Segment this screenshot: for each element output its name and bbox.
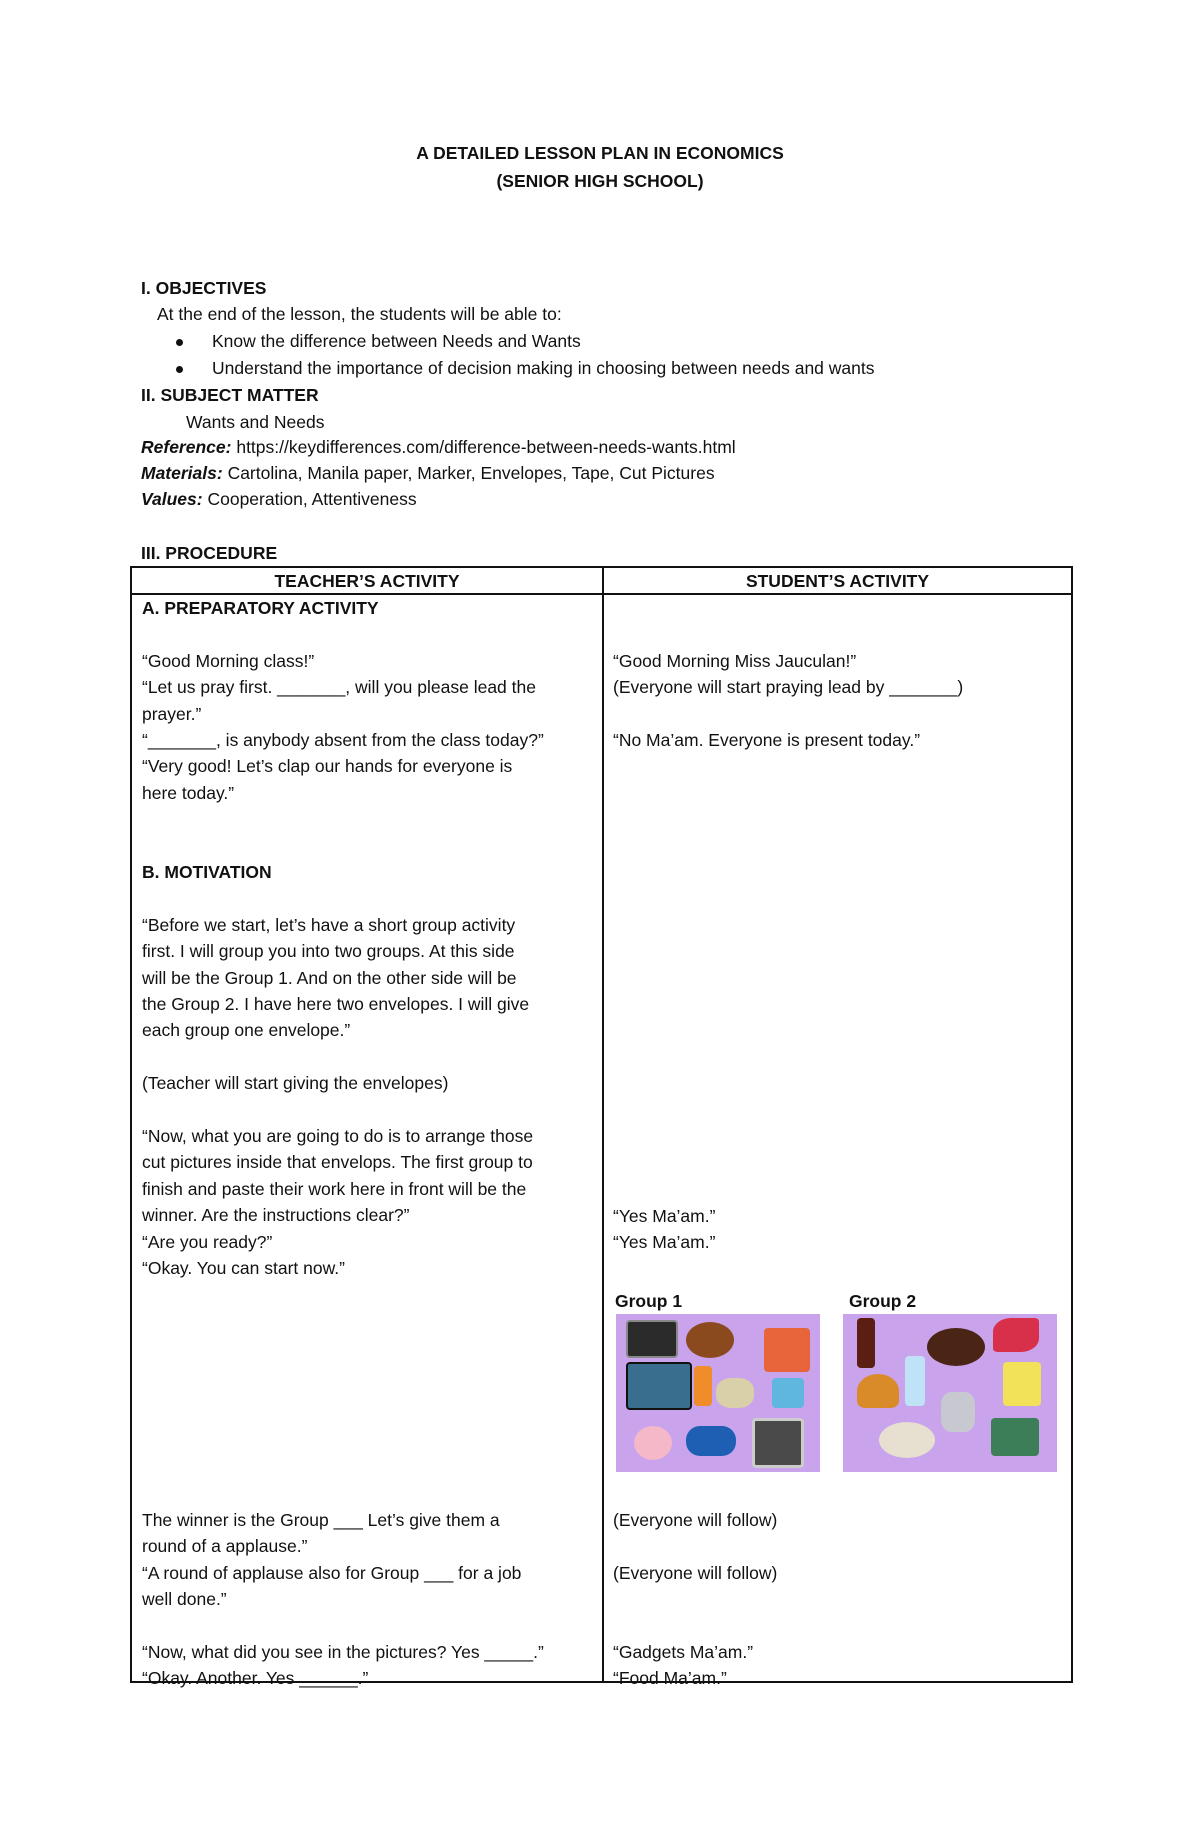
pen-icon bbox=[772, 1378, 804, 1408]
teacher-line: “Let us pray first. _______, will you please lead the bbox=[142, 677, 536, 698]
teacher-line: “Good Morning class!” bbox=[142, 650, 315, 671]
teacher-line: “_______, is anybody absent from the class today?” bbox=[142, 730, 544, 751]
teacher-line: The winner is the Group ___ Let’s give them a bbox=[142, 1510, 500, 1530]
document-title: A DETAILED LESSON PLAN IN ECONOMICS bbox=[416, 143, 784, 163]
motivation-cell bbox=[142, 859, 597, 1281]
objective-item: Know the difference between Needs and Wants bbox=[212, 331, 581, 351]
high-heels-icon bbox=[993, 1318, 1039, 1352]
student-activity-cell bbox=[613, 648, 1068, 754]
student-line: “Food Ma’am.” bbox=[613, 1668, 727, 1689]
objective-item: Understand the importance of decision making in choosing between needs and wants bbox=[212, 358, 875, 378]
perfume-icon bbox=[941, 1392, 975, 1432]
notebook-icon bbox=[1003, 1362, 1041, 1406]
student-line: “Good Morning Miss Jauculan!” bbox=[613, 651, 857, 671]
teacher-line: the Group 2. I have here two envelopes. I will give bbox=[142, 994, 530, 1015]
teacher-line: well done.” bbox=[142, 1589, 227, 1610]
student-column-header: STUDENT’S ACTIVITY bbox=[745, 571, 930, 591]
subject-topic: Wants and Needs bbox=[186, 412, 325, 432]
materials-value: Cartolina, Manila paper, Marker, Envelopes, Tape, Cut Pictures bbox=[222, 463, 715, 483]
teacher-line: prayer.” bbox=[142, 703, 202, 724]
teacher-line: “Now, what you are going to do is to arrange those bbox=[142, 1126, 534, 1147]
student-line: (Everyone will follow) bbox=[613, 1562, 778, 1583]
teacher-line: finish and paste their work here in front will be the bbox=[142, 1178, 527, 1199]
drink-bottle-icon bbox=[694, 1366, 712, 1406]
group1-collage-image bbox=[616, 1314, 820, 1472]
books-icon bbox=[991, 1418, 1039, 1456]
teacher-line: cut pictures inside that envelops. The first group to bbox=[142, 1152, 533, 1173]
values-line bbox=[141, 489, 417, 510]
teacher-line: first. I will group you into two groups. At this side bbox=[142, 941, 515, 962]
group2-label: Group 2 bbox=[849, 1291, 917, 1311]
teacher-column-header: TEACHER’S ACTIVITY bbox=[274, 571, 460, 591]
teacher-line: will be the Group 1. And on the other side will be bbox=[142, 967, 517, 988]
student-line: (Everyone will follow) bbox=[613, 1510, 778, 1530]
subject-matter-heading: II. SUBJECT MATTER bbox=[141, 385, 319, 405]
cosmetics-icon bbox=[634, 1426, 672, 1460]
reference-line bbox=[141, 437, 736, 458]
teacher-line: “Okay. You can start now.” bbox=[142, 1258, 345, 1279]
bullet-icon bbox=[176, 339, 183, 346]
student-line: “No Ma’am. Everyone is present today.” bbox=[613, 730, 921, 751]
teacher-line: “Okay. Another. Yes ______.” bbox=[142, 1668, 369, 1689]
reference-value: https://keydifferences.com/difference-between-needs-wants.html bbox=[231, 437, 736, 457]
objectives-heading: I. OBJECTIVES bbox=[141, 278, 267, 298]
procedure-table bbox=[130, 566, 1073, 1689]
teacher-line: “Now, what did you see in the pictures? Yes _____.” bbox=[142, 1642, 544, 1663]
rice-meal-icon bbox=[879, 1422, 935, 1458]
teacher-line: each group one envelope.” bbox=[142, 1020, 351, 1041]
column-divider bbox=[602, 568, 604, 1681]
document-subtitle: (SENIOR HIGH SCHOOL) bbox=[496, 171, 704, 191]
teacher-line: winner. Are the instructions clear?” bbox=[142, 1205, 410, 1226]
meat-dish-icon bbox=[927, 1328, 985, 1366]
procedure-heading: III. PROCEDURE bbox=[141, 543, 278, 563]
teacher-line: here today.” bbox=[142, 782, 235, 803]
student-follow-cell bbox=[613, 1507, 1068, 1692]
materials-label: Materials: bbox=[141, 463, 223, 483]
phone-icon bbox=[626, 1320, 678, 1358]
motivation-heading: B. MOTIVATION bbox=[142, 862, 272, 882]
roast-chicken-icon bbox=[686, 1322, 734, 1358]
handbag-icon bbox=[764, 1328, 810, 1372]
reference-label: Reference: bbox=[141, 437, 232, 457]
teacher-line: round of a applause.” bbox=[142, 1536, 308, 1557]
bullet-icon bbox=[176, 366, 183, 373]
values-label: Values: bbox=[141, 489, 203, 509]
winner-cell bbox=[142, 1507, 597, 1692]
teacher-line: “A round of applause also for Group ___ for a job bbox=[142, 1562, 522, 1583]
jewelry-icon bbox=[716, 1378, 754, 1408]
student-line: “Yes Ma’am.” bbox=[613, 1206, 716, 1226]
values-value: Cooperation, Attentiveness bbox=[202, 489, 417, 509]
tablet-icon bbox=[752, 1418, 804, 1468]
teacher-line: “Are you ready?” bbox=[142, 1231, 273, 1252]
group2-collage-image bbox=[843, 1314, 1057, 1472]
landscape-picture-icon bbox=[626, 1362, 692, 1410]
student-response-cell bbox=[613, 1203, 1068, 1256]
student-line: (Everyone will start praying lead by _______) bbox=[613, 677, 964, 698]
water-bottle-icon bbox=[905, 1356, 925, 1406]
teacher-activity-cell bbox=[142, 595, 597, 806]
objectives-intro: At the end of the lesson, the students will be able to: bbox=[157, 304, 562, 324]
preparatory-heading: A. PREPARATORY ACTIVITY bbox=[142, 598, 379, 618]
soda-bottle-icon bbox=[857, 1318, 875, 1368]
teacher-line: “Before we start, let’s have a short group activity bbox=[142, 914, 516, 935]
car-icon bbox=[686, 1426, 736, 1456]
burger-icon bbox=[857, 1374, 899, 1408]
group1-label: Group 1 bbox=[615, 1291, 683, 1311]
materials-line bbox=[141, 463, 715, 484]
student-line: “Yes Ma’am.” bbox=[613, 1232, 716, 1253]
student-line: “Gadgets Ma’am.” bbox=[613, 1641, 754, 1662]
teacher-note: (Teacher will start giving the envelopes) bbox=[142, 1073, 449, 1094]
teacher-line: “Very good! Let’s clap our hands for everyone is bbox=[142, 756, 513, 777]
